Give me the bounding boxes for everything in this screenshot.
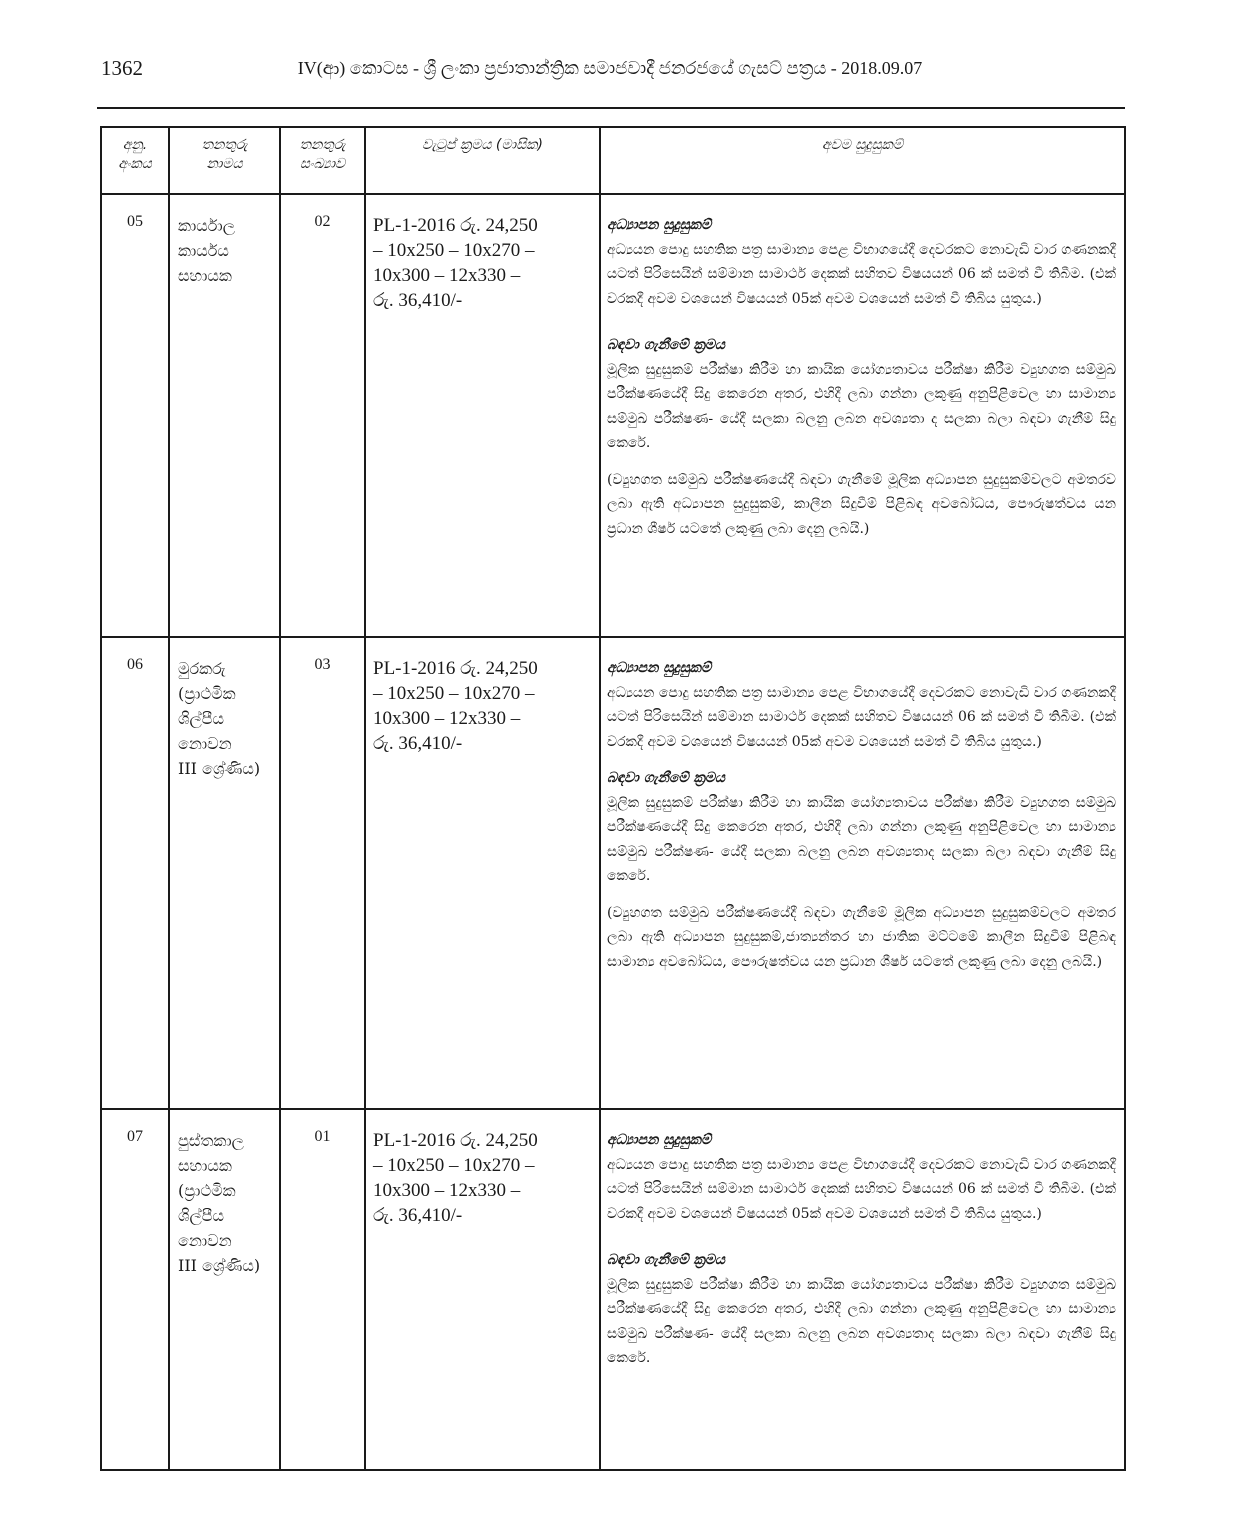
column-header-line: අනු.	[122, 137, 148, 153]
salary-line: PL-1-2016 රු. 24,250	[373, 215, 538, 236]
post-count: 02	[280, 194, 365, 637]
education-heading: අධ්‍යාපන සුදුසුකම්	[607, 1132, 712, 1148]
table-row	[101, 194, 1125, 637]
salary-line: – 10x250 – 10x270 –	[373, 240, 535, 261]
post-name-line: මුරකරු	[178, 659, 226, 678]
education-text: අධ්‍යයන පොදු සහතික පත්‍ර සාමාන්‍ය පෙළ විභාගයේදී දෙවරකට නොවැඩි වාර ගණනකදී යටත් පිරිසෙයින් සම්මාන සාමාර්ථ දෙකක් සහිතව විෂයයන් 06 ක් සමත් වී තිබීම. (එක් වරකදී අවම වශයෙන් විෂයයන් 05ක් අවම වශයෙන් සමත් වී තිබිය යුතුය.)	[607, 1156, 1116, 1222]
post-name-line: (ප්‍රාථමික	[178, 684, 236, 703]
selection-heading: බඳවා ගැනීමේ ක්‍රමය	[607, 1252, 725, 1268]
column-header-line: නාමය	[206, 156, 243, 172]
post-name	[169, 194, 280, 637]
post-count: 03	[280, 637, 365, 1109]
education-heading: අධ්‍යාපන සුදුසුකම්	[607, 217, 712, 233]
vacancy-table	[100, 126, 1126, 1471]
column-header-line: අංකය	[118, 156, 152, 172]
post-name-line: කාර්යය	[178, 241, 229, 260]
selection-text: මූලික සුදුසුකම් පරීක්ෂා කිරීම හා කායික යෝග්‍යතාවය පරීක්ෂා කිරීම ව්‍යුහගත සම්මුඛ පරීක්ෂණයේදී සිදු කෙරෙන අතර, එහිදී ලබා ගන්නා ලකුණු අනුපිළිවෙල හා සාමාන්‍ය සම්මුඛ පරීක්ෂණ- යේදී සලකා බලනු ලබන අවශ්‍යතාද සලකා බලා බඳවා ගැනීම් සිදු කෙරේ.	[607, 794, 1116, 884]
post-count: 01	[280, 1109, 365, 1470]
post-name-line: ශිල්පීය	[178, 1206, 224, 1225]
serial-number: 07	[101, 1109, 169, 1470]
minimum-qualifications	[600, 637, 1125, 1109]
selection-heading: බඳවා ගැනීමේ ක්‍රමය	[607, 337, 725, 353]
column-header-salary-scale	[365, 127, 600, 194]
salary-line: 10x300 – 12x330 –	[373, 265, 521, 286]
education-text: අධ්‍යයන පොදු සහතික පත්‍ර සාමාන්‍ය පෙළ විභාගයේදී දෙවරකට නොවැඩි වාර ගණනකදී යටත් පිරිසෙයින් සම්මාන සාමාර්ථ දෙකක් සහිතව විෂයයන් 06 ක් සමත් වී තිබීම. (එක් වරකදී අවම වශයෙන් විෂයයන් 05ක් අවම වශයෙන් සමත් වී තිබිය යුතුය.)	[607, 684, 1116, 750]
post-name-line: සහායක	[178, 1156, 232, 1175]
post-name-line: III ශ්‍රේණිය)	[178, 1256, 261, 1275]
salary-line: – 10x250 – 10x270 –	[373, 683, 535, 704]
salary-line: – 10x250 – 10x270 –	[373, 1155, 535, 1176]
column-header-line: අවම සුදුසුකම්	[822, 137, 903, 153]
post-name	[169, 1109, 280, 1470]
salary-line: රු. 36,410/-	[373, 290, 463, 311]
column-header-line: තනතුරු	[299, 137, 346, 153]
selection-text: මූලික සුදුසුකම් පරීක්ෂා කිරීම හා කායික යෝග්‍යතාවය පරීක්ෂා කිරීම ව්‍යුහගත සම්මුඛ පරීක්ෂණයේදී සිදු කෙරෙන අතර, එහිදී ලබා ගන්නා ලකුණු අනුපිළිවෙල හා සාමාන්‍ය සම්මුඛ පරීක්ෂණ- යේදී සලකා බලනු ලබන අවශ්‍යතා ද සලකා බලා බඳවා ගැනීම් සිදු කෙරේ.	[607, 361, 1116, 451]
post-name-line: පුස්තකාල	[178, 1131, 244, 1150]
serial-number: 06	[101, 637, 169, 1109]
page-number: 1362	[101, 56, 143, 80]
post-name-line: සහායක	[178, 266, 232, 285]
minimum-qualifications	[600, 194, 1125, 637]
selection-text: මූලික සුදුසුකම් පරීක්ෂා කිරීම හා කායික යෝග්‍යතාවය පරීක්ෂා කිරීම ව්‍යුහගත සම්මුඛ පරීක්ෂණයේදී සිදු කෙරෙන අතර, එහිදී ලබා ගන්නා ලකුණු අනුපිළිවෙල හා සාමාන්‍ය සම්මුඛ පරීක්ෂණ- යේදී සලකා බලනු ලබන අවශ්‍යතාද සලකා බලා බඳවා ගැනීම් සිදු කෙරේ.	[607, 1276, 1116, 1366]
post-name-line: (ප්‍රාථමික	[178, 1181, 236, 1200]
salary-scale	[365, 194, 600, 637]
post-name-line: නොවන	[178, 734, 232, 753]
column-header-line: සංඛ්‍යාව	[299, 156, 346, 172]
table-header-row	[101, 127, 1125, 194]
selection-heading: බඳවා ගැනීමේ ක්‍රමය	[607, 770, 725, 786]
column-header-post-name	[169, 127, 280, 194]
education-heading: අධ්‍යාපන සුදුසුකම්	[607, 660, 712, 676]
post-name-line: III ශ්‍රේණිය)	[178, 759, 261, 778]
post-name-line: ශිල්පීය	[178, 709, 224, 728]
salary-scale	[365, 1109, 600, 1470]
post-name-line: නොවන	[178, 1231, 232, 1250]
salary-line: 10x300 – 12x330 –	[373, 708, 521, 729]
post-name-line: කාර්යාල	[178, 216, 235, 235]
education-text: අධ්‍යයන පොදු සහතික පත්‍ර සාමාන්‍ය පෙළ විභාගයේදී දෙවරකට නොවැඩි වාර ගණනකදී යටත් පිරිසෙයින් සම්මාන සාමාර්ථ දෙකක් සහිතව විෂයයන් 06 ක් සමත් වී තිබීම. (එක් වරකදී අවම වශයෙන් විෂයයන් 05ක් අවම වශයෙන් සමත් වී තිබිය යුතුය.)	[607, 241, 1116, 307]
minimum-qualifications	[600, 1109, 1125, 1470]
serial-number: 05	[101, 194, 169, 637]
column-header-minimum-qualifications	[600, 127, 1125, 194]
post-name	[169, 637, 280, 1109]
running-header: IV(ආ) කොටස - ශ්‍රී ලංකා ප්‍රජාතාන්ත්‍රික සමාජවාදී ජනරජයේ ගැසට් පත්‍රය - 2018.09.07	[297, 58, 923, 78]
interview-note: (ව්‍යුහගත සම්මුඛ පරීක්ෂණයේදී බඳවා ගැනීමේ මූලික අධ්‍යාපන සුදුසුකම්වලට අමතරව ලබා ඇති අධ්‍යාපන සුදුසුකම්, කාලීන සිදුවීම් පිළිබඳ අවබෝධය, පෞරුෂත්වය යන ප්‍රධාන ශීර්ෂ යටතේ ලකුණු ලබා දෙනු ලබයි.)	[607, 471, 1116, 537]
column-header-line: වැටුප් ක්‍රමය (මාසික)	[422, 137, 543, 153]
salary-line: රු. 36,410/-	[373, 733, 463, 754]
interview-note: (ව්‍යුහගත සම්මුඛ පරීක්ෂණයේදී බඳවා ගැනීමේ මූලික අධ්‍යාපන සුදුසුකම්වලට අමතර ලබා ඇති අධ්‍යාපන සුදුසුකම්,ජාත්‍යන්තර හා ජාතික මට්ටමේ කාලීන සිදුවීම් පිළිබඳ සාමාන්‍ය අවබෝධය, පෞරුෂත්වය යන ප්‍රධාන ශීර්ෂ යටතේ ලකුණු ලබා දෙනු ලබයි.)	[607, 904, 1116, 970]
header-rule	[97, 107, 1125, 109]
salary-scale	[365, 637, 600, 1109]
column-header-line: තනතුරු	[201, 137, 248, 153]
column-header-serial-number	[101, 127, 169, 194]
column-header-post-count	[280, 127, 365, 194]
table-row	[101, 637, 1125, 1109]
salary-line: 10x300 – 12x330 –	[373, 1180, 521, 1201]
salary-line: PL-1-2016 රු. 24,250	[373, 1130, 538, 1151]
salary-line: PL-1-2016 රු. 24,250	[373, 658, 538, 679]
table-row	[101, 1109, 1125, 1470]
salary-line: රු. 36,410/-	[373, 1205, 463, 1226]
